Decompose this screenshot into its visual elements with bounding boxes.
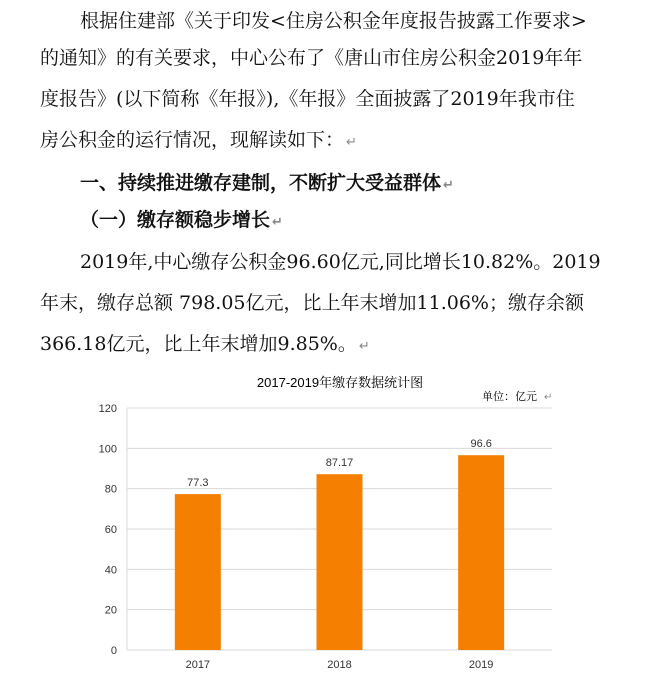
chart-x-axis [186, 659, 494, 671]
y-tick-label: 40 [104, 564, 117, 577]
paragraph-mark-icon: ↵ [544, 392, 553, 403]
deposit-bar-chart [82, 365, 562, 685]
bar-2019 [458, 455, 504, 650]
bar-2017 [175, 494, 221, 650]
paragraph-mark-icon: ↵ [272, 215, 283, 230]
data-label-2019: 96.6 [470, 438, 492, 451]
chart-title: 2017-2019年缴存数据统计图 [256, 375, 424, 390]
paragraph-mark-icon: ↵ [358, 339, 370, 354]
intro-line-4-text: 房公积金的运行情况，现解读如下： [40, 129, 345, 151]
body-line-1 [80, 247, 601, 274]
body-line-2-text: 年末，缴存总额 798.05亿元，比上年末增加11.06%；缴存余额 [40, 292, 584, 314]
section-heading-text: 一、持续推进缴存建制，不断扩大受益群体 [80, 172, 442, 194]
data-label-2017: 77.3 [187, 477, 209, 490]
chart-unit-label: 单位：亿元 [482, 391, 537, 403]
body-line-2 [40, 288, 584, 315]
chart-bars [175, 438, 504, 650]
x-tick-label: 2018 [327, 659, 352, 671]
intro-line-2 [40, 43, 582, 70]
x-tick-label: 2017 [185, 659, 211, 671]
y-tick-label: 0 [110, 645, 117, 657]
paragraph-mark-icon: ↵ [346, 135, 357, 150]
section-heading [80, 168, 454, 195]
y-tick-label: 60 [104, 524, 117, 536]
body-line-3-text: 366.18亿元，比上年末增加9.85%。 [40, 333, 357, 355]
intro-line-1 [80, 6, 587, 33]
intro-line-3 [40, 84, 575, 111]
y-tick-label: 100 [98, 443, 117, 456]
intro-line-3-text: 度报告》(以下简称《年报》),《年报》全面披露了2019年我市住 [40, 88, 575, 110]
intro-line-4 [40, 125, 357, 152]
intro-line-1-text: 根据住建部《关于印发<住房公积金年度报告披露工作要求> [80, 10, 587, 32]
body-line-1-text: 2019年,中心缴存公积金96.60亿元,同比增长10.82%。2019 [80, 251, 601, 273]
intro-line-2-text: 的通知》的有关要求，中心公布了《唐山市住房公积金2019年年 [40, 47, 583, 69]
subsection-heading-text: （一）缴存额稳步增长 [80, 209, 271, 231]
y-tick-label: 20 [104, 604, 117, 617]
chart-y-axis [99, 403, 127, 657]
data-label-2018: 87.17 [325, 457, 354, 470]
body-line-3 [40, 329, 370, 356]
x-tick-label: 2019 [468, 659, 494, 671]
y-tick-label: 120 [98, 403, 117, 415]
bar-2018 [317, 474, 363, 650]
subsection-heading [80, 205, 283, 232]
y-tick-label: 80 [104, 483, 117, 496]
paragraph-mark-icon: ↵ [443, 178, 454, 193]
